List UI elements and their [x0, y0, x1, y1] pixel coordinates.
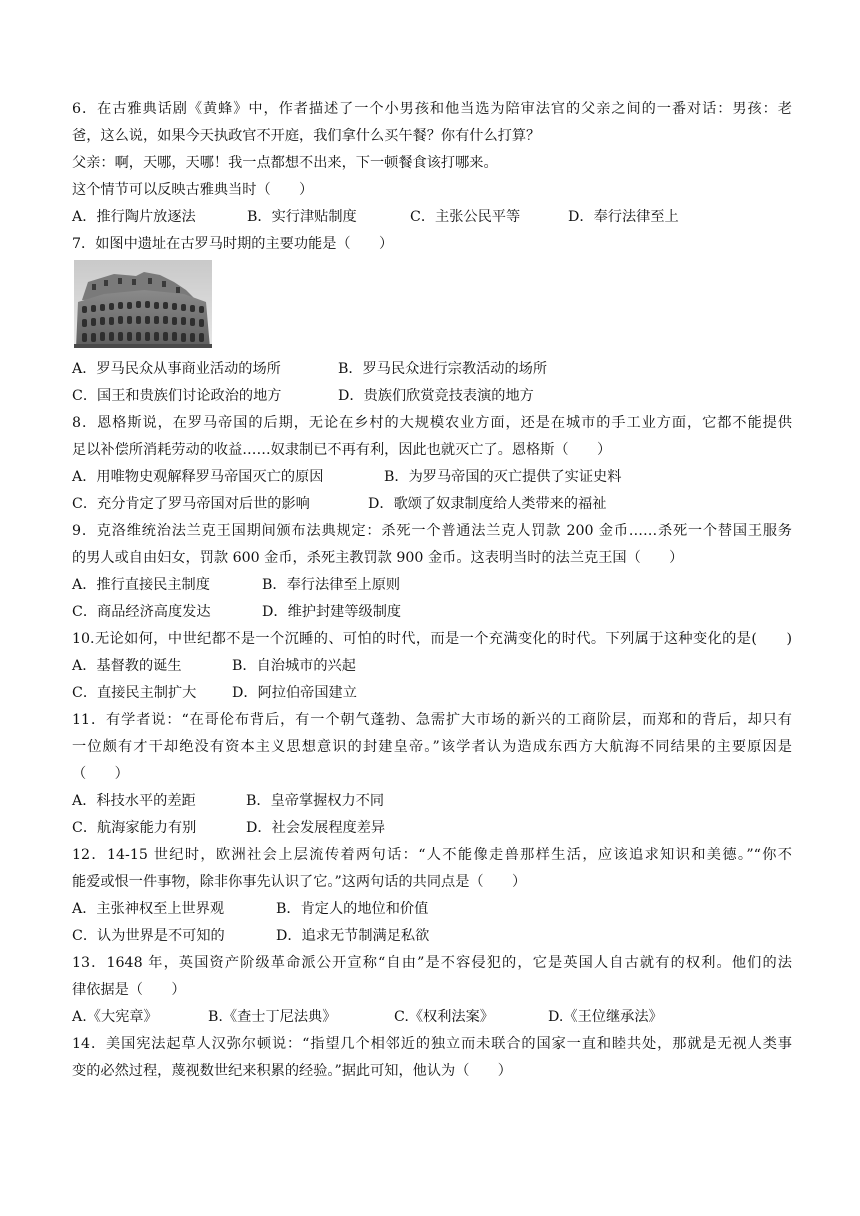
- q12-options-row2: [72, 923, 792, 950]
- q12-stem-line: 12．14-15 世纪时，欧洲社会上层流传着两句话：“人不能像走兽那样生活，应该追求知识和美德。”“你不: [72, 847, 792, 863]
- q14-stem-line: 变的必然过程，蔑视数世纪来积累的经验。”据此可知，他认为（ ）: [72, 1063, 512, 1079]
- q12-stem-line: 能爱或恨一件事物，除非你事先认识了它。”这两句话的共同点是（ ）: [72, 874, 527, 890]
- q9-stem-line: 的男人或自由妇女，罚款 600 金币，杀死主教罚款 900 金币。这表明当时的法兰克王国（ ）: [72, 550, 684, 566]
- q13-options: [72, 1004, 792, 1031]
- q13-option-b: B.《查士丁尼法典》: [208, 1009, 337, 1025]
- q11-stem-line: 11．有学者说：“在哥伦布背后，有一个朝气蓬勃、急需扩大市场的新兴的工商阶层，而郑和的背后，却只有: [72, 712, 792, 728]
- q9-option-c: C．商品经济高度发达: [72, 604, 211, 620]
- q7-options-row2: [72, 383, 792, 410]
- q6-stem-line: 这个情节可以反映古雅典当时（ ）: [72, 182, 314, 198]
- q6-option-a: A．推行陶片放逐法: [72, 209, 196, 225]
- q7-figure: [72, 258, 792, 356]
- q8-option-d: D．歌颂了奴隶制度给人类带来的福祉: [368, 496, 607, 512]
- q11-option-c: C．航海家能力有别: [72, 820, 197, 836]
- q10-option-a: A．基督教的诞生: [72, 658, 182, 674]
- q7-stem-line: 7．如图中遗址在古罗马时期的主要功能是（ ）: [72, 236, 394, 252]
- q6-stem-line: 6．在古雅典话剧《黄蜂》中，作者描述了一个小男孩和他当选为陪审法官的父亲之间的一番对话：男孩：老: [72, 101, 792, 117]
- q13-option-a: A.《大宪章》: [72, 1009, 158, 1025]
- q9-option-b: B．奉行法律至上原则: [262, 577, 401, 593]
- q11-option-a: A．科技水平的差距: [72, 793, 196, 809]
- q7-option-a: A．罗马民众从事商业活动的场所: [72, 361, 281, 377]
- q8-option-c: C．充分肯定了罗马帝国对后世的影响: [72, 496, 310, 512]
- q13-option-d: D.《王位继承法》: [548, 1009, 663, 1025]
- exam-page: [72, 96, 792, 1085]
- q12-option-c: C．认为世界是不可知的: [72, 928, 225, 944]
- q10-options-row1: [72, 653, 792, 680]
- colosseum-photo: [74, 260, 212, 348]
- q9-option-a: A．推行直接民主制度: [72, 577, 210, 593]
- q6-option-b: B．实行津贴制度: [247, 209, 357, 225]
- q8-options-row2: [72, 491, 792, 518]
- q10-option-b: B．自治城市的兴起: [232, 658, 356, 674]
- q6-stem-line: 父亲：啊，天哪，天哪！我一点都想不出来，下一顿餐食该打哪来。: [72, 155, 498, 171]
- q8-option-a: A．用唯物史观解释罗马帝国灭亡的原因: [72, 469, 324, 485]
- q13-stem-line: 13．1648 年，英国资产阶级革命派公开宣称“自由”是不容侵犯的，它是英国人自古就有的权利。他们的法: [72, 955, 792, 971]
- q8-stem-line: 8．恩格斯说，在罗马帝国的后期，无论在乡村的大规模农业方面，还是在城市的手工业方面，它都不能提供: [72, 415, 792, 431]
- q12-option-a: A．主张神权至上世界观: [72, 901, 225, 917]
- q8-options-row1: [72, 464, 792, 491]
- q7-option-b: B．罗马民众进行宗教活动的场所: [338, 361, 548, 377]
- q9-options-row2: [72, 599, 792, 626]
- q9-option-d: D．维护封建等级制度: [262, 604, 402, 620]
- q10-option-c: C．直接民主制扩大: [72, 685, 197, 701]
- q12-option-b: B．肯定人的地位和价值: [276, 901, 429, 917]
- q8-option-b: B．为罗马帝国的灭亡提供了实证史料: [384, 469, 622, 485]
- q6-stem-line: 爸，这么说，如果今天执政官不开庭，我们拿什么买午餐？你有什么打算？: [72, 128, 541, 144]
- q13-option-c: C.《权利法案》: [394, 1009, 494, 1025]
- q6-option-c: C．主张公民平等: [410, 209, 521, 225]
- q9-options-row1: [72, 572, 792, 599]
- q14-stem-line: 14．美国宪法起草人汉弥尔顿说：“指望几个相邻近的独立而未联合的国家一直和睦共处，那就是无视人类事: [72, 1036, 792, 1052]
- q11-option-b: B．皇帝掌握权力不同: [246, 793, 385, 809]
- q10-option-d: D．阿拉伯帝国建立: [232, 685, 357, 701]
- q11-stem-line: 一位颇有才干却绝没有资本主义思想意识的封建皇帝。”该学者认为造成东西方大航海不同结果的主要原因是: [72, 739, 792, 755]
- q10-stem-line: 10.无论如何，中世纪都不是一个沉睡的、可怕的时代，而是一个充满变化的时代。下列属于这种变化的是( ): [72, 631, 792, 647]
- q10-options-row2: [72, 680, 792, 707]
- q9-stem-line: 9．克洛维统治法兰克王国期间颁布法典规定：杀死一个普通法兰克人罚款 200 金币……杀死一个替国王服务: [72, 523, 792, 539]
- q8-stem-line: 足以补偿所消耗劳动的收益……奴隶制已不再有利，因此也就灭亡了。恩格斯（ ）: [72, 442, 612, 458]
- q12-options-row1: [72, 896, 792, 923]
- q6-options: [72, 204, 792, 231]
- q6-option-d: D．奉行法律至上: [568, 209, 679, 225]
- q11-option-d: D．社会发展程度差异: [246, 820, 386, 836]
- q12-option-d: D．追求无节制满足私欲: [276, 928, 430, 944]
- q11-stem-line: （ ）: [72, 766, 129, 782]
- q7-option-d: D．贵族们欣赏竞技表演的地方: [338, 388, 534, 404]
- q11-options-row1: [72, 788, 792, 815]
- q11-options-row2: [72, 815, 792, 842]
- q7-option-c: C．国王和贵族们讨论政治的地方: [72, 388, 282, 404]
- q7-options-row1: [72, 356, 792, 383]
- q13-stem-line: 律依据是（ ）: [72, 982, 186, 998]
